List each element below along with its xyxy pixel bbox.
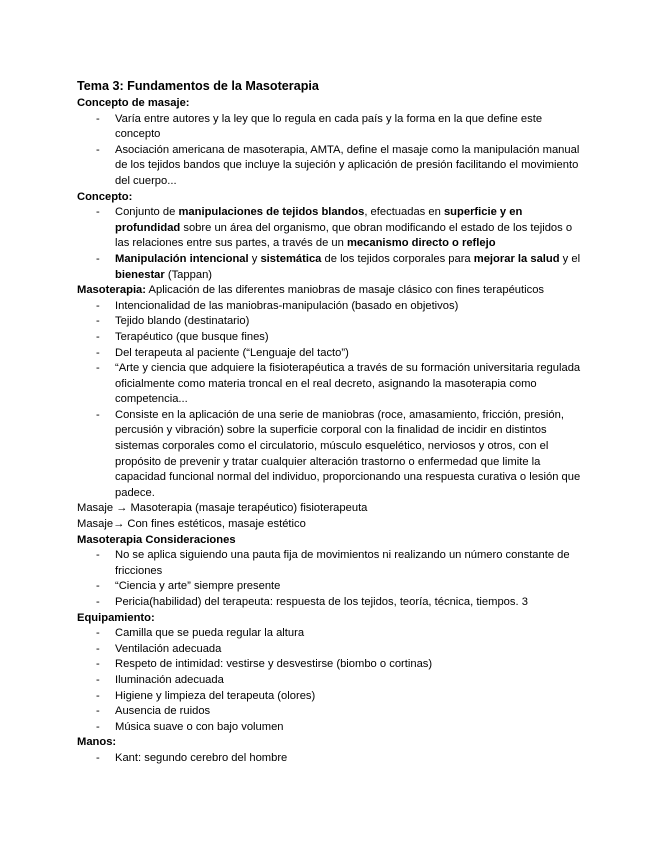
bullet-list-manos [77,751,582,767]
bullet-list-equipamiento [77,626,582,735]
note-line: Masaje → Masoterapia (masaje terapéutico) fisioterapeuta [77,502,368,515]
section-heading-concepto-masaje: Concepto de masaje: [77,97,190,109]
list-item: - Música suave o con bajo volumen [115,720,582,736]
list-item: - Intencionalidad de las maniobras-manipulación (basado en objetivos) [115,299,582,315]
list-item: - Higiene y limpieza del terapeuta (olores) [115,689,582,705]
list-item: - Pericia(habilidad) del terapeuta: respuesta de los tejidos, teoría, técnica, tiempos. 3 [115,595,582,611]
list-item: - Camilla que se pueda regular la altura [115,626,582,642]
list-item: - Ventilación adecuada [115,642,582,658]
section-heading-consideraciones: Masoterapia Consideraciones [77,533,236,546]
list-item: - Consiste en la aplicación de una serie de maniobras (roce, amasamiento, fricción, presión, percusión y vibración) sobre la superficie corporal con la finalidad de incidir en distintos sistemas corporales como el circulatorio, músculo esquelético, nerviosos y otros, con el propósito de prevenir y tratar cualquier alteración trastorno o enfermedad que limite la capacidad funcional normal del individuo, proporcionando una respuesta curativa o lesión que padece. [115,408,582,502]
section-heading-masoterapia: Masoterapia: [77,284,147,297]
section-masoterapia-intro: Masoterapia: Aplicación de las diferentes maniobras de masaje clásico con fines terapéuticos [77,284,545,297]
section-heading-concepto: Concepto: [77,190,133,203]
bullet-list-concepto [77,205,582,283]
list-item: - Kant: segundo cerebro del hombre [115,751,582,767]
list-item: - Iluminación adecuada [115,673,582,689]
list-item: - Terapéutico (que busque fines) [115,330,582,346]
list-item: - No se aplica siguiendo una pauta fija de movimientos ni realizando un número constante de fricciones [115,548,582,579]
section-heading-manos: Manos: [77,736,117,749]
list-item: - “Ciencia y arte” siempre presente [115,579,582,595]
section-heading-equipamiento: Equipamiento: [77,611,155,624]
list-item: - Del terapeuta al paciente (“Lenguaje del tacto”) [115,346,582,362]
bullet-list-masoterapia [77,299,582,502]
list-item: - Conjunto de manipulaciones de tejidos blandos, efectuadas en superficie y en profundidad sobre un área del organismo, que obran modificando el estado de los tejidos o las relaciones entre sus partes, a través de un mecanismo directo o reflejo [115,205,582,252]
list-item: - “Arte y ciencia que adquiere la fisioterapéutica a través de su formación universitaria regulada oficialmente como materia troncal en el real decreto, asignando la masoterapia como competencia... [115,361,582,408]
list-item: - Ausencia de ruidos [115,704,582,720]
list-item: - Manipulación intencional y sistemática de los tejidos corporales para mejorar la salud y el bienestar (Tappan) [115,252,582,283]
list-item: - Varía entre autores y la ley que lo regula en cada país y la forma en la que define este concepto [115,112,582,143]
bullet-list-consideraciones [77,548,582,610]
document-page [77,78,582,767]
list-item: - Tejido blando (destinatario) [115,314,582,330]
document-title: Tema 3: Fundamentos de la Masoterapia [77,79,319,93]
list-item: - Asociación americana de masoterapia, AMTA, define el masaje como la manipulación manual de los tejidos bandos que incluye la sujeción y aplicación de presión facilitando el movimiento del cuerpo... [115,143,582,190]
list-item: - Respeto de intimidad: vestirse y desvestirse (biombo o cortinas) [115,657,582,673]
note-line: Masaje→ Con fines estéticos, masaje estético [77,518,306,531]
bullet-list-concepto-masaje [77,112,582,190]
